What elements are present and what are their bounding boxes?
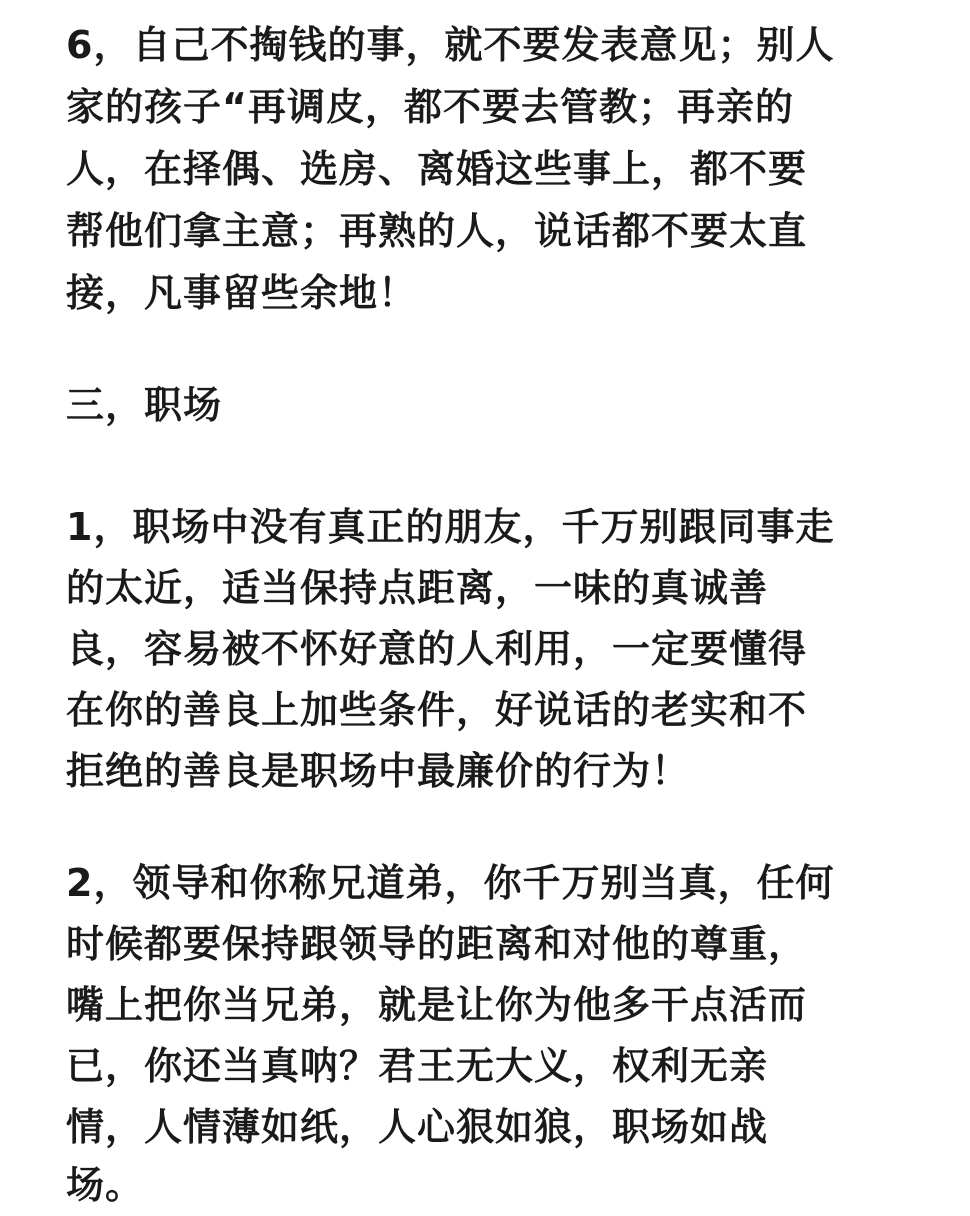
text-line: 的太近，适当保持点距离，一味的真诚善 xyxy=(66,566,769,610)
text-line: 嘴上把你当兄弟，就是让你为他多干点活而 xyxy=(66,983,808,1027)
text-line: 时候都要保持跟领导的距离和对他的尊重， xyxy=(66,922,808,966)
text-line: 帮他们拿主意；再熟的人，说话都不要太直 xyxy=(66,209,808,253)
text-line: 人，在择偶、选房、离婚这些事上，都不要 xyxy=(66,147,808,191)
section-heading: 三，职场 xyxy=(66,383,223,427)
text-line: 情，人情薄如纸，人心狠如狼，职场如战 xyxy=(66,1105,769,1149)
text-line: 良，容易被不怀好意的人利用，一定要懂得 xyxy=(66,627,808,671)
text-line: 家的孩子“再调皮，都不要去管教；再亲的 xyxy=(66,85,794,129)
text-line: 在你的善良上加些条件，好说话的老实和不 xyxy=(66,688,808,732)
text-line: 1，职场中没有真正的朋友，千万别跟同事走 xyxy=(66,505,835,549)
text-line: 6，自己不掏钱的事，就不要发表意见；别人 xyxy=(66,23,835,67)
text-line: 已，你还当真呐？君王无大义，权利无亲 xyxy=(66,1044,769,1088)
text-line: 接，凡事留些余地！ xyxy=(66,271,418,315)
text-line: 场。 xyxy=(66,1163,145,1207)
text-line: 2，领导和你称兄道弟，你千万别当真，任何 xyxy=(66,861,835,905)
text-line: 拒绝的善良是职场中最廉价的行为！ xyxy=(66,749,691,793)
